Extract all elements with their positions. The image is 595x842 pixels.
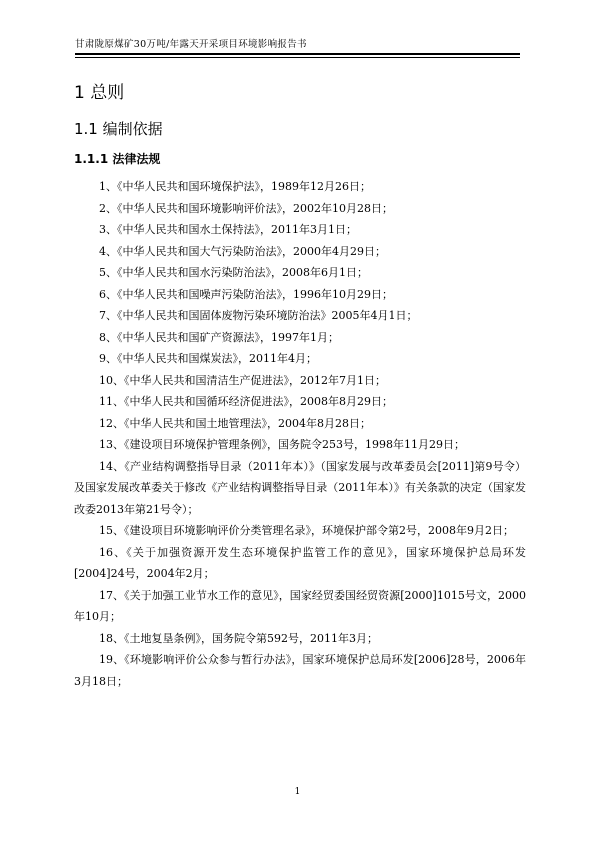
- law-item: 8、《中华人民共和国矿产资源法》，1997年1月；: [99, 330, 339, 344]
- law-item: 3、《中华人民共和国水土保持法》，2011年3月1日；: [99, 223, 357, 236]
- law-item: 19、《环境影响评价公众参与暂行办法》，国家环境保护总局环发[2006]28号，2006年3月18日；: [74, 653, 526, 688]
- law-item: 11、《中华人民共和国循环经济促进法》，2008年8月29日；: [99, 395, 393, 408]
- subsection-title: 1.1.1 法律法规: [74, 152, 161, 166]
- law-list: [74, 176, 526, 692]
- page-number: 1: [294, 787, 301, 797]
- law-item: 14、《产业结构调整指导目录（2011年本）》（国家发展与改革委员会[2011]第9号令）及国家发展改革委关于修改《产业结构调整指导目录（2011年本）》有关条款的决定（国家发改委2013年第21号令）；: [74, 459, 526, 516]
- law-item: 13、《建设项目环境保护管理条例》，国务院令253号，1998年11月29日；: [99, 438, 465, 451]
- running-header: 甘肃陇原煤矿30万吨/年露天开采项目环境影响报告书: [75, 39, 307, 50]
- law-item: 4、《中华人民共和国大气污染防治法》，2000年4月29日；: [99, 244, 386, 258]
- law-item: 9、《中华人民共和国煤炭法》，2011年4月；: [99, 352, 317, 365]
- header-rule-thick: [75, 53, 520, 55]
- section-title: 1.1 编制依据: [74, 120, 163, 138]
- law-item: 6、《中华人民共和国噪声污染防治法》，1996年10月29日；: [99, 287, 393, 301]
- law-item: 12、《中华人民共和国土地管理法》，2004年8月28日；: [99, 416, 371, 430]
- header-rule-thin: [75, 57, 520, 58]
- law-item: 7、《中华人民共和国固体废物污染环境防治法》2005年4月1日；: [99, 309, 418, 322]
- law-item: 16、《关于加强资源开发生态环境保护监管工作的意见》，国家环境保护总局环发[2004]24号，2004年2月；: [74, 545, 526, 580]
- law-item: 2、《中华人民共和国环境影响评价法》，2002年10月28日；: [99, 201, 393, 215]
- chapter-title: 1 总则: [74, 83, 125, 103]
- law-item: 18、《土地复垦条例》，国务院令第592号，2011年3月；: [99, 631, 378, 645]
- law-item: 5、《中华人民共和国水污染防治法》，2008年6月1日；: [99, 266, 368, 279]
- law-item: 10、《中华人民共和国清洁生产促进法》，2012年7月1日；: [99, 373, 386, 387]
- law-item: 15、《建设项目环境影响评价分类管理名录》，环境保护部令第2号，2008年9月2日；: [99, 524, 514, 537]
- law-item: 17、《关于加强工业节水工作的意见》，国家经贸委国经贸资源[2000]1015号文，2000年10月；: [74, 588, 526, 623]
- law-item: 1、《中华人民共和国环境保护法》，1989年12月26日；: [99, 180, 371, 193]
